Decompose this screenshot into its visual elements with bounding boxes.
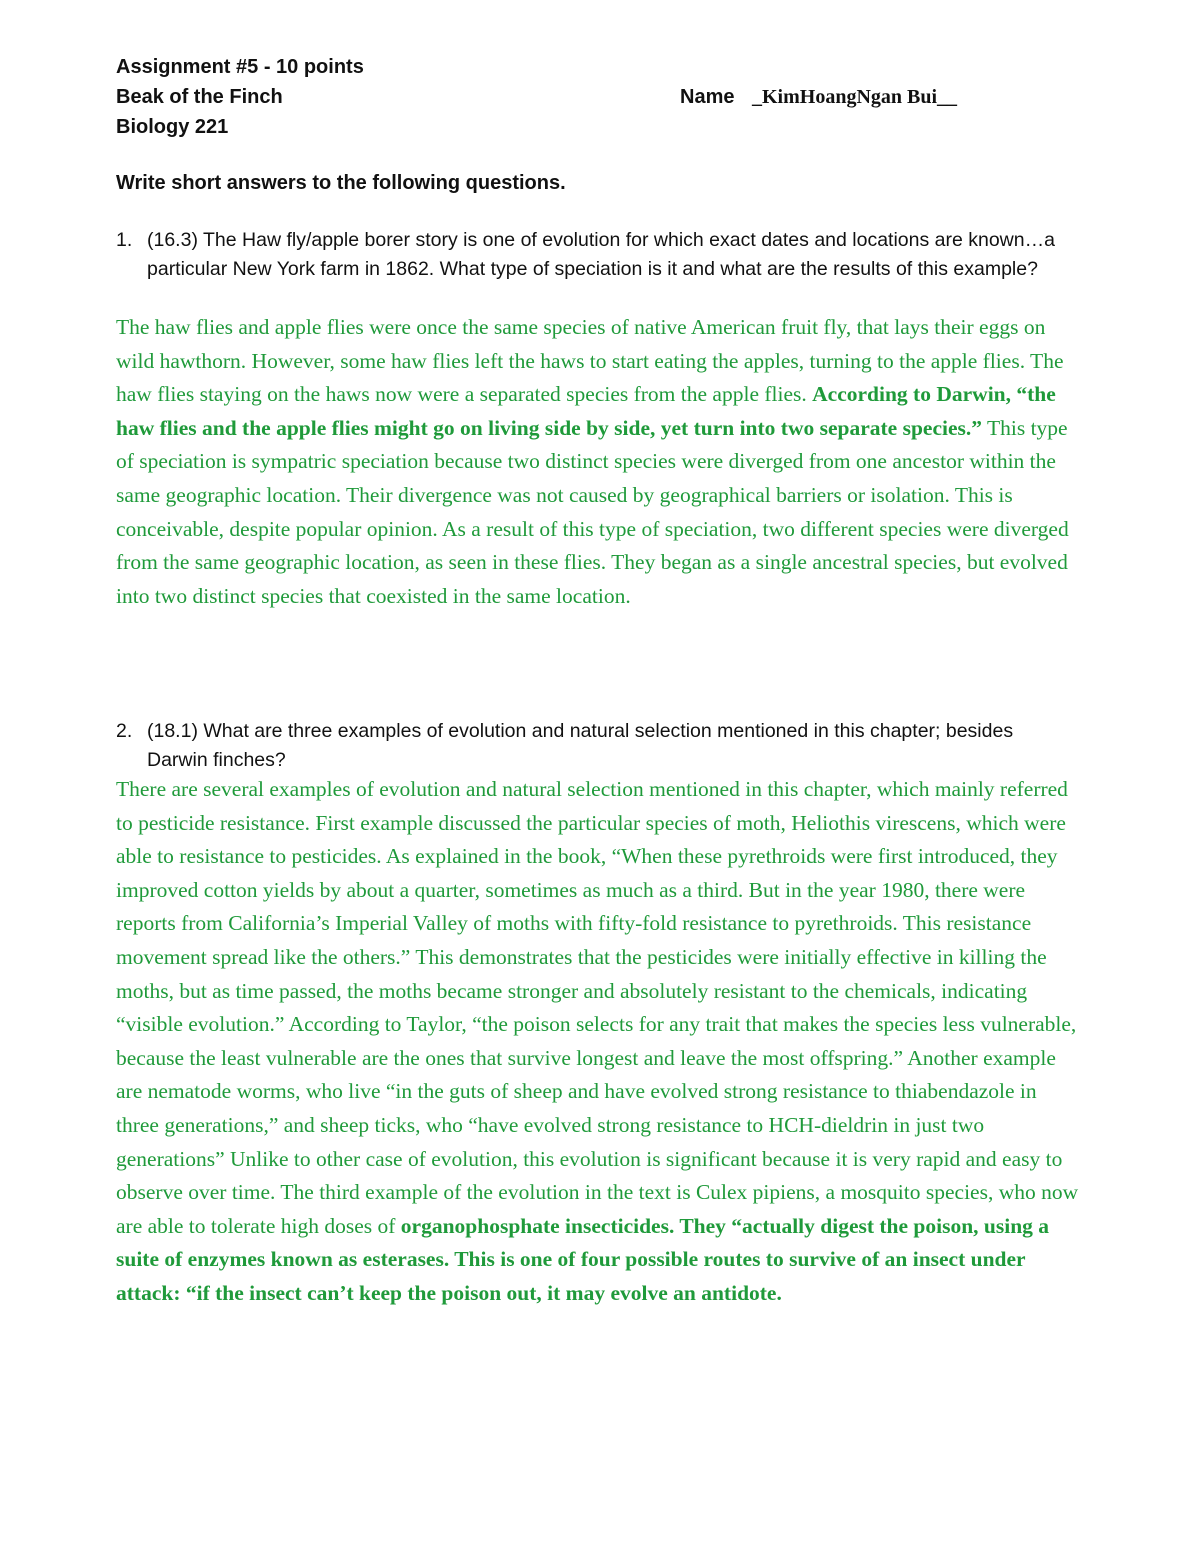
question-number: 2.: [116, 720, 133, 742]
answer-segment: Unlike to other case of evolution, this evolution is significant because it is very rapid and easy to observe over time. The third example of the evolution in the text is Culex pipiens, a mosquito species, who now are able to tolerate high doses of: [116, 1146, 1079, 1238]
question-number: 1.: [116, 229, 133, 251]
question-1: [116, 226, 1076, 284]
instructions: Write short answers to the following questions.: [116, 172, 566, 194]
document-title: Beak of the Finch: [116, 86, 283, 108]
course-name: Biology 221: [116, 116, 229, 138]
student-name: _KimHoangNgan Bui__: [752, 86, 958, 108]
question-text: (18.1) What are three examples of evolution and natural selection mentioned in this chapter; besides Darwin finches?: [147, 720, 1014, 771]
answer-segment: There are several examples of evolution and natural selection mentioned in this chapter, which mainly referred to pesticide resistance. First example discussed the particular species of moth, Heliothis virescens, which were able to resistance to pesticides. As explained in the book,: [116, 777, 1068, 869]
answer-segment: This demonstrates that the pesticides were initially effective in killing the moths, but as time passed, the moths became stronger and absolutely resistant to the chemicals, indicating “visible evolution.”: [116, 944, 1047, 1037]
answer-segment: According to Taylor, “the poison selects for any trait that makes the species less vulnerable, because the least vulnerable are the ones that survive longest and leave the most offspring.”: [116, 1012, 1077, 1070]
answer-2: [116, 773, 1084, 1311]
answer-segment: “have evolved strong resistance to HCH-dieldrin in just two generations”: [116, 1112, 985, 1171]
answer-segment: According to Darwin, “the haw flies and the apple flies might go on living side by side, yet turn into two separate species.”: [116, 382, 1056, 440]
question-2: [116, 717, 1076, 775]
answer-segment: “When these pyrethroids were first introduced, they improved cotton yields by about a quarter, sometimes as much as a third. But in the year 1980, there were reports from California’s Imperial Valley of moths with fifty-fold resistance to pyrethroids. This resistance movement spread like the others.”: [116, 844, 1058, 969]
question-text: (16.3) The Haw fly/apple borer story is one of evolution for which exact dates and locations are known…a particular New York farm in 1862. What type of speciation is it and what are the results of this example?: [147, 229, 1055, 280]
name-label: Name: [680, 86, 735, 108]
answer-segment: This type of speciation is sympatric speciation because two distinct species were diverged from one ancestor within the same geographic location. Their divergence was not caused by geographical barriers or isolation. This is conceivable, despite popular opinion. As a result of this type of speciation, two different species were diverged from the same geographic location, as seen in these flies. They began as a single ancestral species, but evolved into two distinct species that coexisted in the same location.: [116, 415, 1069, 608]
answer-segment: The haw flies and apple flies were once the same species of native American fruit fly, that lays their eggs on wild hawthorn. However, some haw flies left the haws to start eating the apples, turning to the apple flies. The haw flies staying on the haws now were a separated species from the apple flies.: [116, 315, 1064, 407]
answer-segment: “in the guts of sheep and have evolved strong resistance to thiabendazole in three generations,”: [116, 1079, 1037, 1137]
answer-1: [116, 311, 1084, 613]
answer-segment: and sheep ticks, who: [278, 1112, 469, 1137]
answer-segment: organophosphate insecticides. They “actually digest the poison, using a suite of enzymes known as esterases. This is one of four possible routes to survive of an insect under attack: “if the insect can’t keep the poison out, it may evolve an antidote.: [116, 1213, 1050, 1305]
assignment-heading: Assignment #5 - 10 points: [116, 56, 364, 78]
answer-segment: Another example are nematode worms, who live: [116, 1045, 1056, 1104]
